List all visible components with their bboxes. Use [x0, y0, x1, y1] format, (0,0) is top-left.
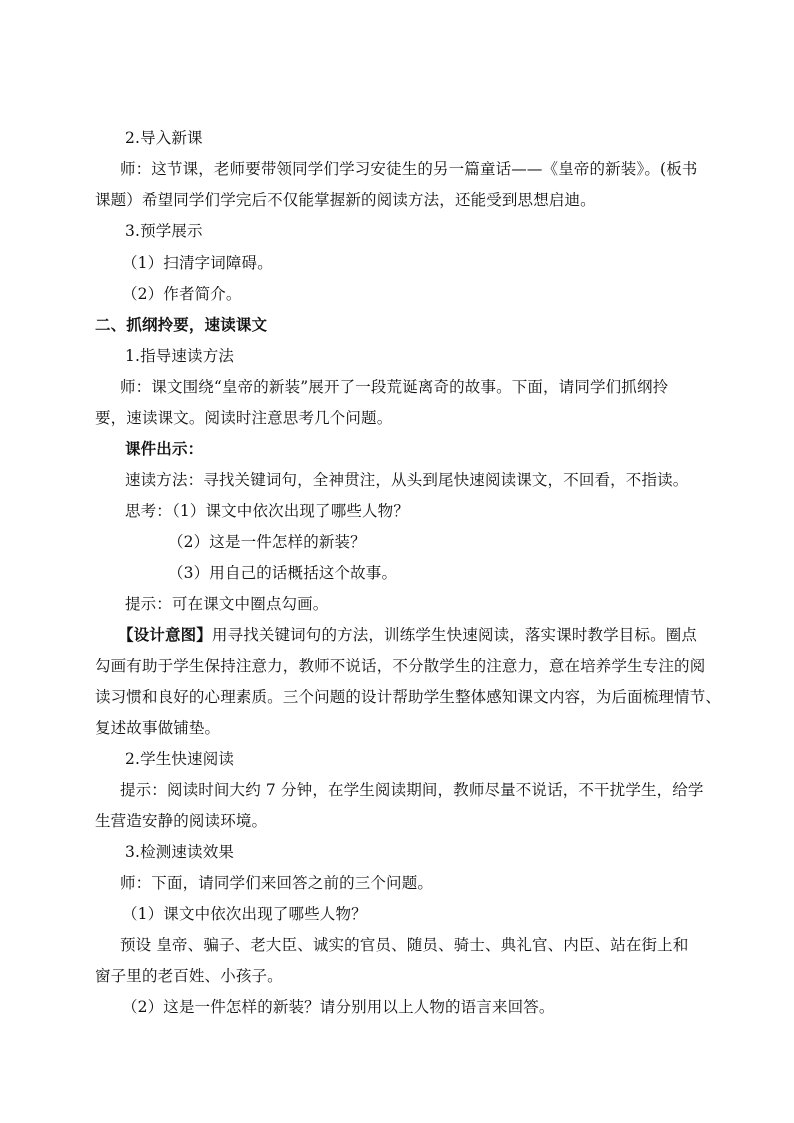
subsection-heading: 2.学生快速阅读 [125, 750, 234, 768]
subsection-heading: 2.导入新课 [125, 129, 203, 147]
paragraph-line: 师：这节课，老师要带领同学们学习安徒生的另一篇童话——《皇帝的新装》。(板书 [120, 160, 698, 178]
list-item: （2）这是一件怎样的新装？请分别用以上人物的语言来回答。 [122, 998, 555, 1016]
list-item: （2）作者简介。 [122, 285, 242, 303]
paragraph-line: 提示：阅读时间大约 7 分钟，在学生阅读期间，教师尽量不说话，不干扰学生，给学 [120, 781, 704, 799]
paragraph-line: 窗子里的老百姓、小孩子。 [95, 967, 283, 985]
subsection-heading: 3.检测速读效果 [125, 843, 234, 861]
list-item: （1）课文中依次出现了哪些人物？ [122, 905, 367, 923]
subsection-heading: 3.预学展示 [125, 222, 203, 240]
paragraph-line: 思考：（1）课文中依次出现了哪些人物？ [125, 502, 409, 520]
design-intent-line [118, 625, 697, 645]
subsection-heading: 1.指导速读方法 [125, 347, 234, 365]
paragraph-line: 复述故事做铺垫。 [95, 719, 221, 737]
paragraph-line: 师：课文围绕“皇帝的新装”展开了一段荒诞离奇的故事。下面，请同学们抓纲拎 [120, 378, 669, 396]
paragraph-line: 勾画有助于学生保持注意力，教师不说话，不分散学生的注意力，意在培养学生专注的阅 [95, 657, 706, 675]
section-heading: 二、抓纲拎要，速读课文 [95, 315, 268, 334]
paragraph-line: 速读方法：寻找关键词句，全神贯注，从头到尾快速阅读课文，不回看，不指读。 [125, 471, 689, 489]
paragraph-line: 提示：可在课文中圈点勾画。 [125, 595, 329, 613]
list-item: （2）这是一件怎样的新装？ [168, 533, 366, 551]
paragraph-line: 师：下面，请同学们来回答之前的三个问题。 [120, 874, 434, 892]
courseware-label: 课件出示： [125, 439, 204, 458]
paragraph-line: 课题）希望同学们学完后不仅能掌握新的阅读方法，还能受到思想启迪。 [95, 191, 596, 209]
paragraph-line: 读习惯和良好的心理素质。三个问题的设计帮助学生整体感知课文内容，为后面梳理情节、 [95, 688, 722, 706]
paragraph-line: 生营造安静的阅读环境。 [95, 812, 268, 830]
design-intent-label: 【设计意图】 [118, 625, 212, 644]
paragraph-line: 预设 皇帝、骗子、老大臣、诚实的官员、随员、骑士、典礼官、内臣、站在街上和 [120, 936, 689, 954]
list-item: （1）扫清字词障碍。 [122, 254, 273, 272]
paragraph-line: 要，速读课文。阅读时注意思考几个问题。 [95, 409, 393, 427]
design-intent-text: 用寻找关键词句的方法，训练学生快速阅读，落实课时教学目标。圈点 [211, 626, 698, 644]
list-item: （3）用自己的话概括这个故事。 [168, 564, 398, 582]
